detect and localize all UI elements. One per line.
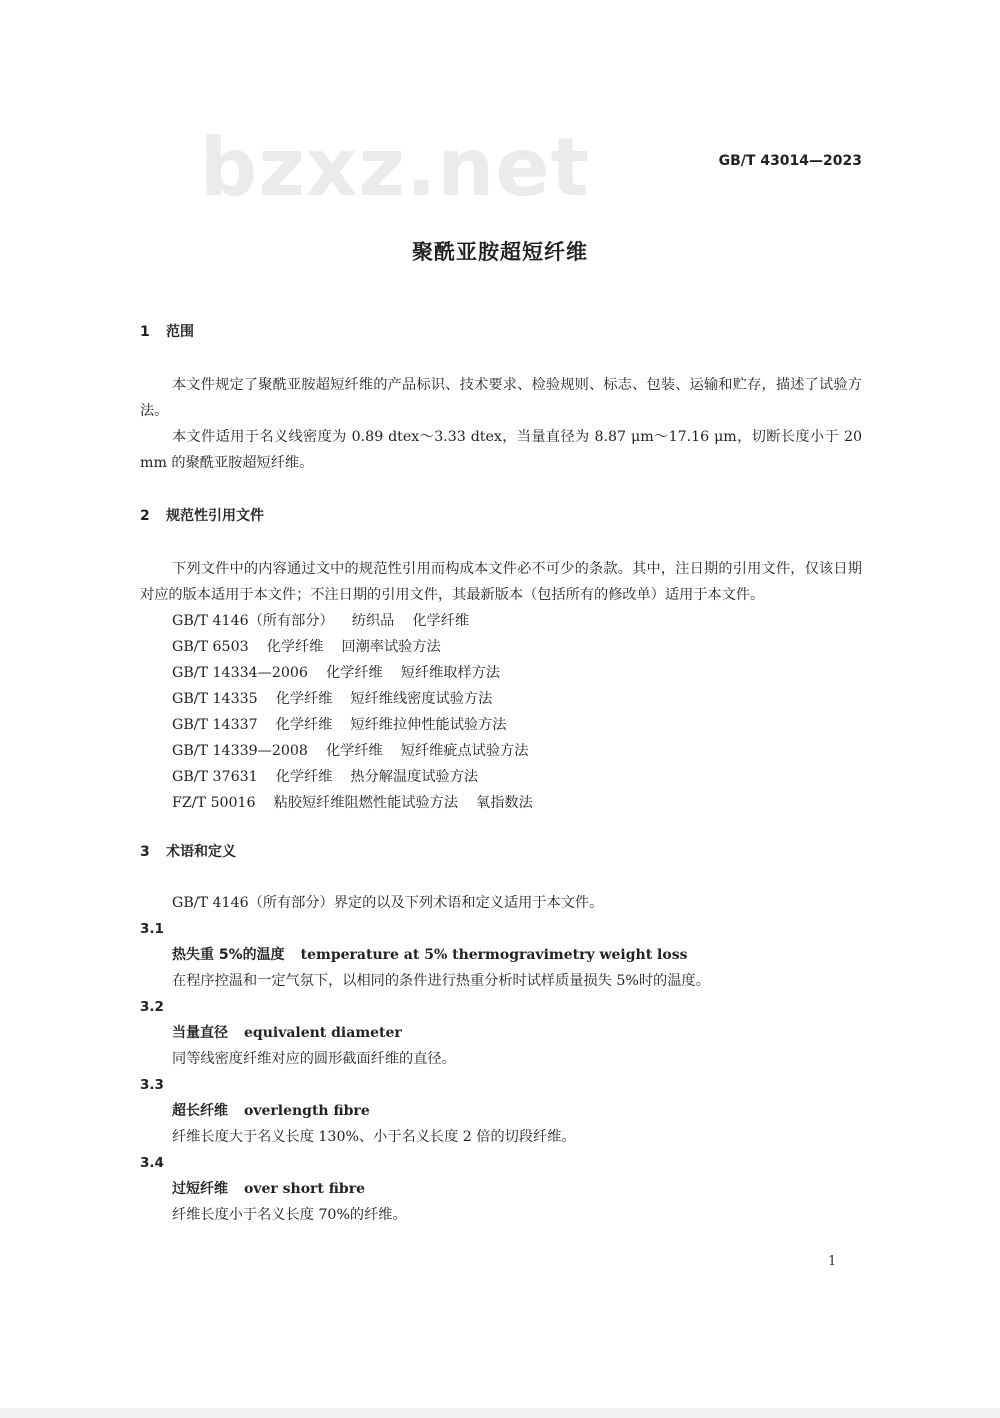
reference-title: 化学纤维 [275, 691, 333, 707]
term-number: 3.1 [140, 921, 164, 937]
reference-title: 化学纤维 [325, 665, 383, 681]
reference-title: 化学纤维 [275, 717, 333, 733]
reference-code: GB/T 14335 [172, 691, 258, 707]
term-number: 3.3 [140, 1077, 164, 1093]
term-name-zh: 热失重 5%的温度 [172, 947, 285, 963]
reference-subtitle: 短纤维疵点试验方法 [400, 743, 529, 759]
section-title: 范围 [166, 324, 194, 340]
document-title: 聚酰亚胺超短纤维 [412, 240, 588, 264]
term-definition: 在程序控温和一定气氛下，以相同的条件进行热重分析时试样质量损失 5%时的温度。 [172, 973, 710, 989]
reference-subtitle: 氧指数法 [476, 795, 533, 811]
term-definition: 同等线密度纤维对应的圆形截面纤维的直径。 [172, 1051, 456, 1067]
reference-title: 化学纤维 [275, 769, 333, 785]
term-definition: 纤维长度大于名义长度 130%、小于名义长度 2 倍的切段纤维。 [172, 1129, 576, 1145]
reference-item [140, 738, 862, 764]
reference-item [140, 790, 862, 816]
reference-subtitle: 短纤维线密度试验方法 [350, 691, 493, 707]
reference-title: 纺织品 [351, 613, 395, 629]
term-name [140, 1098, 862, 1124]
section-title: 规范性引用文件 [166, 508, 264, 524]
section-number: 2 [140, 508, 150, 524]
reference-code: GB/T 37631 [172, 769, 258, 785]
section-heading-terms [140, 838, 862, 866]
reference-item [140, 660, 862, 686]
reference-title: 化学纤维 [325, 743, 383, 759]
reference-title: 化学纤维 [266, 639, 324, 655]
term-number: 3.2 [140, 999, 164, 1015]
term-name-en: over short fibre [244, 1181, 365, 1197]
term-name-en: temperature at 5% thermogravimetry weight loss [300, 947, 688, 963]
term-definition: 纤维长度小于名义长度 70%的纤维。 [172, 1207, 407, 1223]
term-name-zh: 超长纤维 [172, 1103, 228, 1119]
document-body [140, 318, 862, 1228]
term-name-zh: 当量直径 [172, 1025, 228, 1041]
page-number: 1 [828, 1254, 837, 1269]
standard-code: GB/T 43014—2023 [718, 153, 862, 169]
term-number: 3.4 [140, 1155, 164, 1171]
reference-code: GB/T 4146（所有部分） [172, 613, 334, 629]
paragraph: 本文件适用于名义线密度为 0.89 dtex～3.33 dtex，当量直径为 8.87 μm～17.16 μm，切断长度小于 20 mm 的聚酰亚胺超短纤维。 [140, 429, 862, 471]
term-name-en: overlength fibre [244, 1103, 370, 1119]
reference-code: GB/T 14339—2008 [172, 743, 308, 759]
reference-code: GB/T 14334—2006 [172, 665, 308, 681]
reference-subtitle: 短纤维拉伸性能试验方法 [350, 717, 507, 733]
paragraph: 下列文件中的内容通过文中的规范性引用而构成本文件必不可少的条款。其中，注日期的引用文件，仅该日期对应的版本适用于本文件；不注日期的引用文件，其最新版本（包括所有的修改单）适用于本文件。 [140, 561, 862, 603]
watermark: bzxz.net [200, 121, 590, 214]
reference-item [140, 764, 862, 790]
term-name [140, 1176, 862, 1202]
reference-item [140, 712, 862, 738]
section-heading-scope [140, 318, 862, 346]
reference-code: GB/T 14337 [172, 717, 258, 733]
reference-item [140, 608, 862, 634]
reference-item [140, 686, 862, 712]
section-title: 术语和定义 [166, 844, 236, 860]
paragraph: 本文件规定了聚酰亚胺超短纤维的产品标识、技术要求、检验规则、标志、包装、运输和贮存，描述了试验方法。 [140, 377, 862, 419]
section-heading-references [140, 502, 862, 530]
term-name [140, 942, 862, 968]
term-name-en: equivalent diameter [244, 1025, 402, 1041]
reference-code: FZ/T 50016 [172, 795, 256, 811]
reference-subtitle: 热分解温度试验方法 [350, 769, 479, 785]
page-bottom-edge [0, 1408, 1000, 1418]
reference-subtitle: 回潮率试验方法 [341, 639, 441, 655]
term-name-zh: 过短纤维 [172, 1181, 228, 1197]
reference-code: GB/T 6503 [172, 639, 249, 655]
section-number: 1 [140, 324, 150, 340]
reference-subtitle: 化学纤维 [412, 613, 470, 629]
paragraph: GB/T 4146（所有部分）界定的以及下列术语和定义适用于本文件。 [172, 895, 604, 911]
reference-title: 粘胶短纤维阻燃性能试验方法 [273, 795, 459, 811]
reference-subtitle: 短纤维取样方法 [400, 665, 501, 681]
term-name [140, 1020, 862, 1046]
reference-item [140, 634, 862, 660]
section-number: 3 [140, 844, 150, 860]
